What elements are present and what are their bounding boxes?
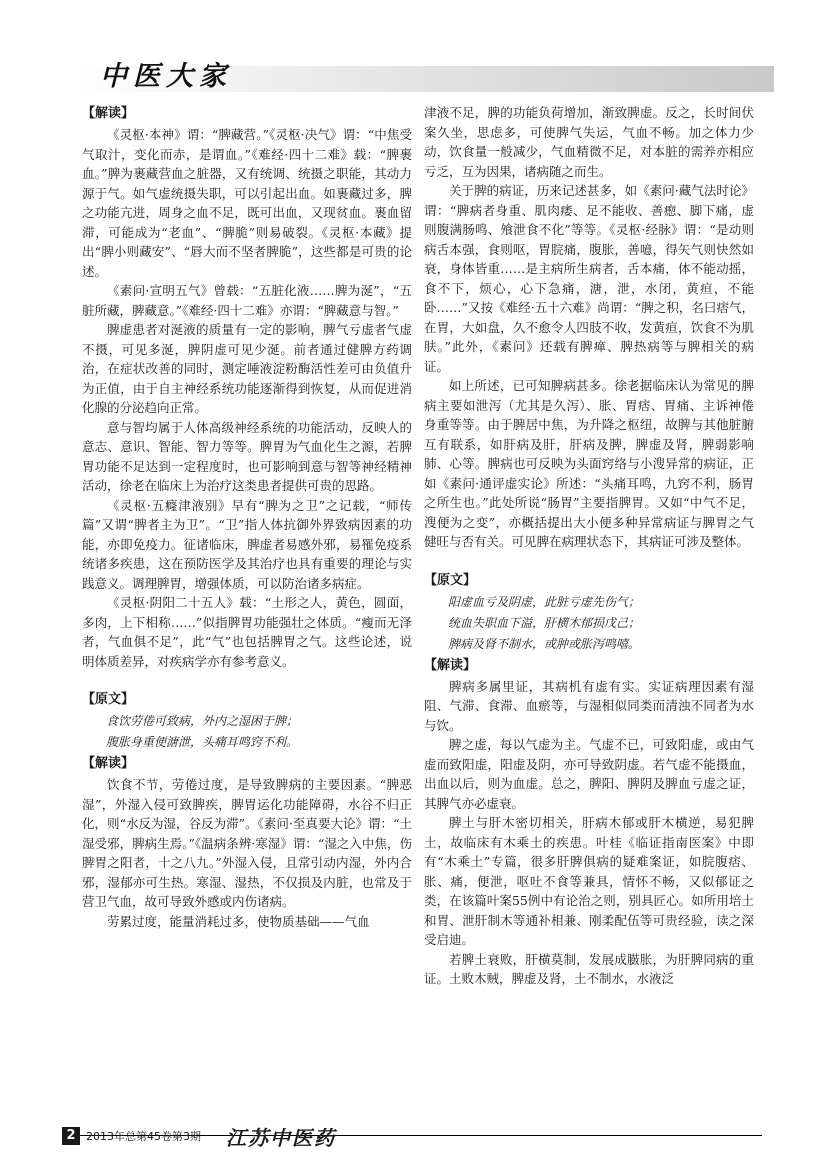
verse-line: 阳虚血亏及阴虚，此脏亏虚先伤气； bbox=[448, 594, 641, 609]
verse-line: 食饮劳倦可致病，外内之湿困于脾； bbox=[106, 714, 299, 728]
verse-line: 统血失职血下溢，肝横木郁损戊己； bbox=[448, 615, 641, 630]
paragraph: 饮食不节，劳倦过度，是导致脾病的主要因素。“脾恶湿”，外湿入侵可致脾疾，脾胃运化功能障碍，水谷不归正化，则“水反为湿，谷反为滞”。《素问·至真要大论》谓：“土湿受邪，脾病生焉。”《温病条辨·寒湿》谓：“湿之入中焦，伤脾胃之阳者，十之八九。”外湿入侵，且常引动内湿，外内合邪，湿郁亦可生热。寒湿、湿热，不仅损及内脏，也常及于营卫气血，故可导致外感或内伤诸病。 bbox=[82, 777, 412, 909]
right-column bbox=[424, 103, 754, 989]
verse-line: 脾病及肾不制水，或肿或胀泻鸣嘻。 bbox=[448, 636, 641, 651]
paragraph: 《灵枢·五癃津液别》早有“脾为之卫”之记载，“师传篇”又谓“脾者主为卫”。“卫”指人体抗御外界致病因素的功能，亦即免疫力。征诸临床，脾虚者易感外邪，易罹免疫系统诸多疾患，这在预防医学及其治疗也具有重要的理论与实践意义。调理脾胃，增强体质，可以防治诸多病症。 bbox=[82, 497, 412, 591]
journal-name: 江苏中医药 bbox=[226, 1126, 336, 1150]
paragraph: 如上所述，已可知脾病甚多。徐老据临床认为常见的脾病主要如泄泻（尤其是久泻）、胀、胃痞、胃痛、主诉神倦身重等等。由于脾居中焦，为升降之枢纽，故脾与其他脏腑互有联系，如肝病及肝，肝病及脾，脾虚及肾，脾弱影响肺、心等。脾病也可反映为头面窍络与小溲异常的病证，正如《素问·通评虚实论》所述：“头痛耳鸣，九窍不利，肠胃之所生也。”此处所说“肠胃”主要指脾胃。又如“中气不足，溲便为之变”，亦概括提出大小便多种异常病证与脾胃之气健旺与否有关。可见脾在病理状态下，其病证可涉及整体。 bbox=[424, 378, 754, 549]
verse-line: 腹胀身重便溏泄，头痛耳鸣窍不利。 bbox=[106, 735, 299, 749]
section-heading: 【解读】 bbox=[424, 657, 477, 673]
section-heading: 【原文】 bbox=[82, 692, 135, 707]
section-heading: 【原文】 bbox=[424, 572, 477, 588]
paragraph: 脾土与肝木密切相关，肝病木郁或肝木横逆，易犯脾土，故临床有木乘土的疾患。叶桂《临证指南医案》中即有“木乘土”专篇，很多肝脾俱病的疑难案证，如脘腹痞、胀、痛，便泄，呕吐不食等兼具，情怀不畅，又似郁证之类，在该篇叶案55例中有论治之则，别具匠心。如所用培土和胃、泄肝制木等通补相兼、刚柔配伍等可贵经验，读之深受启迪。 bbox=[424, 815, 754, 947]
section-heading: 【解读】 bbox=[82, 756, 135, 771]
left-column bbox=[82, 103, 412, 931]
paragraph: 津液不足，脾的功能负荷增加，渐致脾虚。反之，长时间伏案久坐，思虑多，可使脾气失运，气血不畅。加之体力少动，饮食量一般减少，气血精微不足，对本脏的需养亦相应亏乏，互为因果，诸病随之而生。 bbox=[424, 105, 754, 179]
paragraph: 脾虚患者对涎液的质量有一定的影响，脾气亏虚者气虚不摄，可见多涎，脾阴虚可见少涎。前者通过健脾方药调治，在症状改善的同时，测定唾液淀粉酶活性差可由负值升为正值，由于自主神经系统功能逐渐得到恢复，从而促进消化腺的分泌趋向正常。 bbox=[82, 322, 412, 415]
section-heading: 【解读】 bbox=[82, 106, 135, 121]
paragraph: 关于脾的病证，历来记述甚多，如《素问·藏气法时论》谓：“脾病者身重、肌肉痿、足不能收、善瘛、脚下痛，虚则腹满肠鸣、飧泄食不化”等等。《灵枢·经脉》谓：“是动则病舌本强，食则呕，胃脘痛，腹胀，善噫，得矢气则快然如衰，身体皆重……是主病所生病者，舌本痛，体不能动摇，食不下，烦心，心下急痛，溏，泄，水闭，黄疸，不能卧……”又按《难经·五十六难》尚谓：“脾之积，名曰痞气，在胃，大如盘，久不愈令人四肢不收，发黄疸，饮食不为肌肤。”此外，《素问》还载有脾瘅、脾热病等与脾相关的病证。 bbox=[424, 183, 754, 374]
paragraph: 脾之虚，每以气虚为主。气虚不已，可致阳虚，或由气虚而致阳虚，阳虚及阴，亦可导致阴虚。若气虚不能摄血，出血以后，则为血虚。总之，脾阳、脾阴及脾血亏虚之证，其脾气亦必虚衰。 bbox=[424, 737, 754, 811]
page-number: 2 bbox=[62, 1127, 80, 1145]
paragraph: 《灵枢·阴阳二十五人》载：“土形之人，黄色，圆面，多肉，上下相称……”似指脾胃功能强壮之体质。“瘦而无泽者，气血俱不足”，此“气”也包括脾胃之气。这些论述，说明体质差异，对疾病学亦有参考意义。 bbox=[82, 595, 412, 669]
paragraph: 若脾土衰败，肝横莫制，发展成臌胀，为肝脾同病的重证。土败木贼，脾虚及肾，土不制水，水液泛 bbox=[424, 951, 754, 986]
issue-info: 2013年总第45卷第3期 bbox=[86, 1130, 201, 1143]
page-title: 中医大家 bbox=[100, 61, 232, 92]
paragraph: 脾病多属里证，其病机有虚有实。实证病理因素有湿阻、气滞、食滞、血瘀等，与湿相似同类而清浊不同者为水与饮。 bbox=[424, 678, 754, 733]
paragraph: 劳累过度，能量消耗过多，使物质基础——气血 bbox=[107, 913, 370, 929]
paragraph: 《素问·宣明五气》曾载：“五脏化液……脾为涎”，“五脏所藏，脾藏意。”《难经·四十二难》亦谓：“脾藏意与智。” bbox=[82, 283, 412, 318]
paragraph: 《灵枢·本神》谓：“脾藏营。”《灵枢·决气》谓：“中焦受气取汁，变化而赤，是谓血。”《难经·四十二难》载：“脾裹血。”脾为裹藏营血之脏器，又有统调、统摄之职能，其动力源于气。如气虚统摄失职，可以引起出血。如裹藏过多，脾之功能亢进，周身之血不足，既可出血，又现贫血。裹血留滞，可能成为“老血”、“脾脆”则易破裂。《灵枢·本藏》提出“脾小则藏安”、“唇大而不坚者脾脆”，这些都是可贵的论述。 bbox=[82, 127, 412, 279]
paragraph: 意与智均属于人体高级神经系统的功能活动，反映人的意志、意识、智能、智力等等。脾胃为气血化生之源，若脾胃功能不足达到一定程度时，也可影响到意与智等神经精神活动，徐老在临床上为治疗这类患者提供可贵的思路。 bbox=[82, 419, 412, 493]
